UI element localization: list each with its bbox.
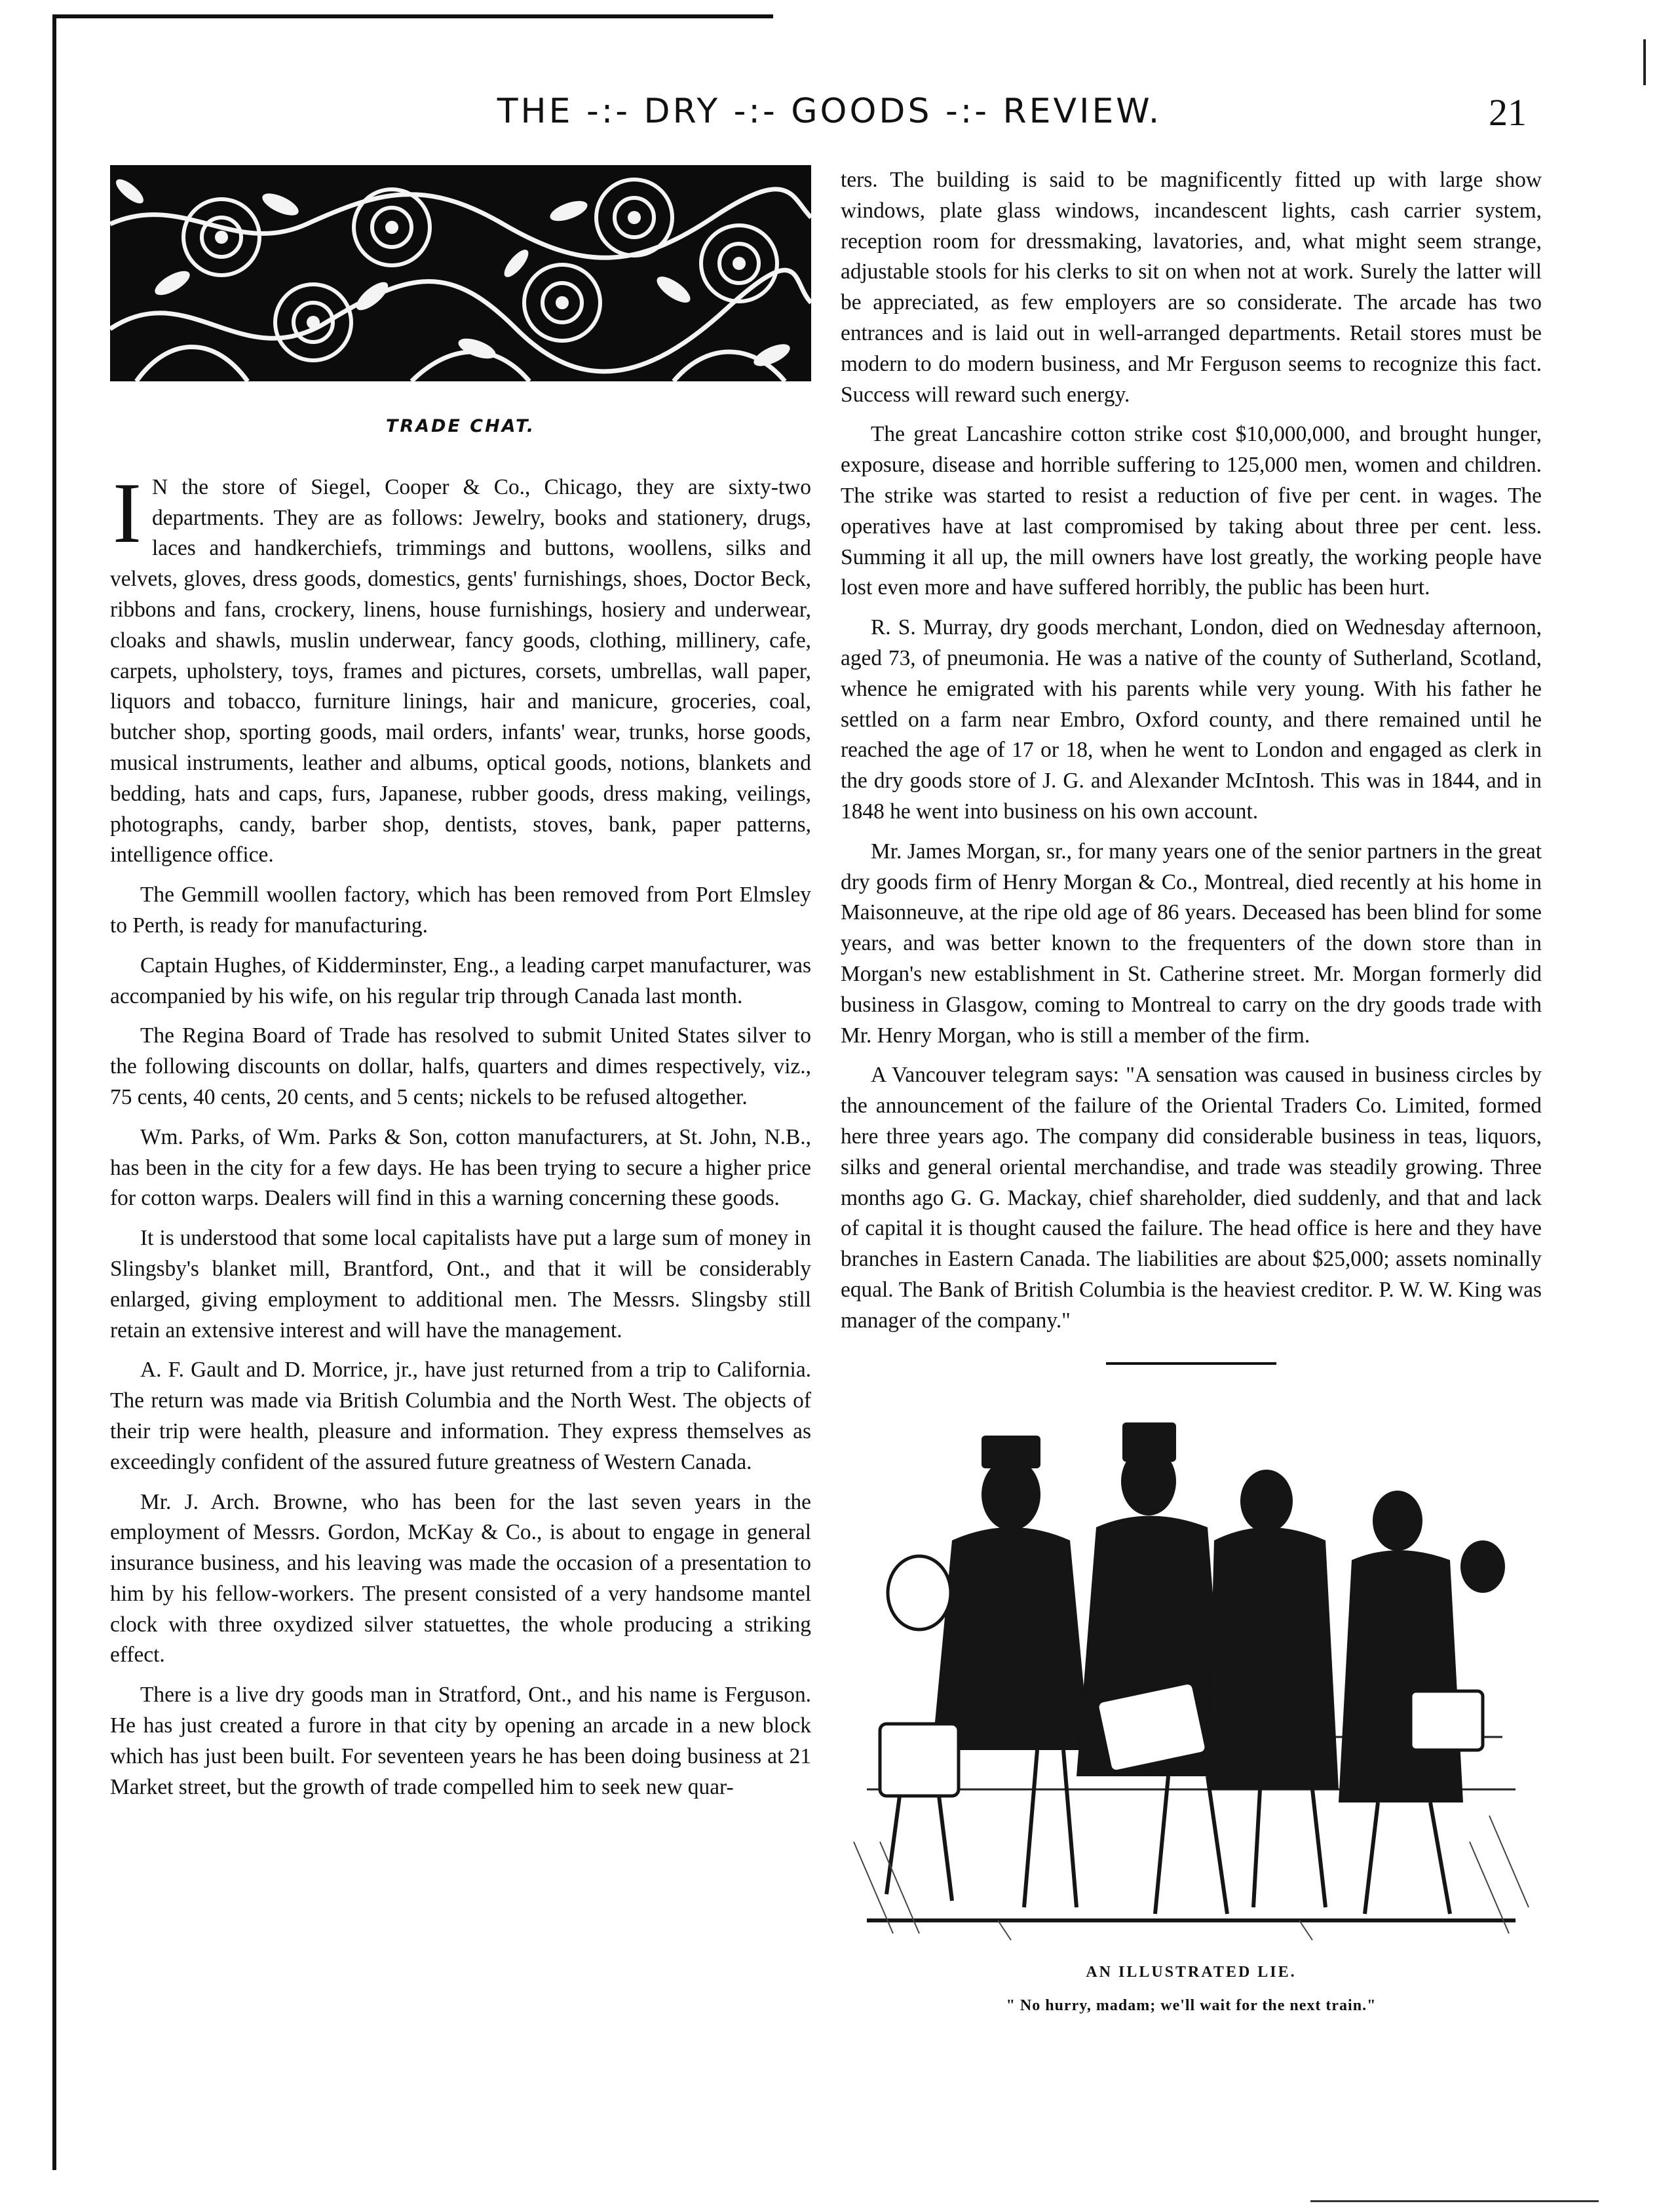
article-paragraph: ters. The building is said to be magnificently fitted up with large show windows, plate glass windows, incandescent lights, cash carrier system, reception room for dressmaking, lavatories, and, what might seem strange, adjustable stools for his clerks to sit on when not at work. Surely the latter will be appreciated, as few employers are so considerate. The arcade has two entrances and is laid out in well-arranged departments. Retail stores must be modern to do modern business, and Mr Ferguson seems to recognize this fact. Success will reward such energy. <box>841 168 1542 407</box>
article-paragraph: The great Lancashire cotton strike cost $10,000,000, and brought hunger, exposure, disease and horrible suffering to 125,000 men, women and children. The strike was started to resist a reduction of five per cent. in wages. The operatives have at last compromised by taking about three per cent. less. Summing it all up, the mill owners have lost greatly, the working people have lost even more and have suffered horribly, the public has been hurt. <box>841 422 1542 600</box>
running-head: THE -:- DRY -:- GOODS -:- REVIEW. <box>497 92 1162 131</box>
article-paragraph: Mr. James Morgan, sr., for many years one of the senior partners in the great dry goods firm of Henry Morgan & Co., Montreal, died recently at his home in Maisonneuve, at the ripe old age of 86 years. Deceased has been blind for some years, and was better known to the frequenters of the down store than in Morgan's new establishment in St. Catherine street. Mr. Morgan formerly did business in Glasgow, coming to Montreal to carry on the dry goods trade with Mr. Henry Morgan, who is still a member of the firm. <box>841 839 1542 1048</box>
article-paragraph: It is understood that some local capitalists have put a large sum of money in Slingsby's blanket mill, Brantford, Ont., and that it will be considerably enlarged, giving employment to additional men. The Messrs. Slingsby still retain an extensive interest and will have the management. <box>110 1226 811 1343</box>
page-border-top <box>52 14 773 18</box>
page-border-bottom <box>1310 2200 1599 2202</box>
illustration-caption-title: AN ILLUSTRATED LIE. <box>1086 1964 1297 1981</box>
right-column <box>841 165 1542 2021</box>
drop-cap: I <box>113 464 142 561</box>
article-paragraph <box>110 464 811 871</box>
article-paragraph: Wm. Parks, of Wm. Parks & Son, cotton manufacturers, at St. John, N.B., has been in the city for a few days. He has been trying to secure a higher price for cotton warps. Dealers will find in this a warning concerning these goods. <box>110 1124 811 1211</box>
scan-mark <box>1643 39 1646 85</box>
article-paragraph: The Gemmill woollen factory, which has been removed from Port Elmsley to Perth, is ready for manufacturing. <box>110 883 811 938</box>
left-column <box>110 165 811 1812</box>
article-paragraph: There is a live dry goods man in Stratford, Ont., and his name is Ferguson. He has just created a furore in that city by opening an arcade in a new block which has just been built. For seventeen years he has been doing business at 21 Market street, but the growth of trade compelled him to seek new quar- <box>110 1683 811 1799</box>
illustration-caption-quote: " No hurry, madam; we'll wait for the next train." <box>1006 1997 1377 2015</box>
page-border-left <box>52 14 56 2170</box>
cartoon-illustration <box>841 1383 1542 1947</box>
decorative-floral-banner <box>110 165 811 381</box>
section-divider <box>1106 1362 1276 1365</box>
article-paragraph: Mr. J. Arch. Browne, who has been for the last seven years in the employment of Messrs. Gordon, McKay & Co., is about to engage in general insurance business, and his leaving was made the occasion of a presentation to him by his fellow-workers. The present consisted of a very handsome mantel clock with three oxydized silver statuettes, the whole producing a striking effect. <box>110 1489 811 1668</box>
article-paragraph: Captain Hughes, of Kidderminster, Eng., a leading carpet manufacturer, was accompanied by his wife, on his regular trip through Canada last month. <box>110 953 811 1008</box>
page-number: 21 <box>1489 91 1527 134</box>
article-paragraph: R. S. Murray, dry goods merchant, London, died on Wednesday afternoon, aged 73, of pneumonia. He was a native of the county of Sutherland, Scotland, whence he emigrated with his parents while very young. With his father he settled on a farm near Embro, Oxford county, and there remained until he reached the age of 17 or 18, when he went to London and engaged as clerk in the dry goods store of J. G. and Alexander McIntosh. This was in 1844, and in 1848 he went into business on his own account. <box>841 615 1542 824</box>
paragraph-text: N the store of Siegel, Cooper & Co., Chicago, they are sixty-two departments. They are as follows: Jewelry, books and stationery, drugs, laces and handkerchiefs, trimmings and buttons, woollens, silks and velvets, gloves, dress goods, domestics, gents' furnishings, shoes, Doctor Beck, ribbons and fans, crockery, linens, house furnishings, hosiery and underwear, cloaks and shawls, muslin underwear, fancy goods, clothing, millinery, cafe, carpets, upholstery, toys, frames and pictures, corsets, umbrellas, wall paper, liquors and tobacco, furniture linings, hair and manicure, groceries, coal, butcher shop, sporting goods, mail orders, infants' wear, trunks, horse goods, musical instruments, leather and albums, optical goods, notions, blankets and bedding, hats and caps, furs, Japanese, rubber goods, dress making, veilings, photographs, candy, barber shop, dentists, stoves, bank, paper patterns, intelligence office. <box>110 474 811 868</box>
section-title: TRADE CHAT. <box>385 416 536 436</box>
article-paragraph: The Regina Board of Trade has resolved to submit United States silver to the following discounts on dollar, halfs, quarters and dimes respectively, viz., 75 cents, 40 cents, 20 cents, and 5 cents; nickels to be refused altogether. <box>110 1023 811 1109</box>
article-paragraph: A. F. Gault and D. Morrice, jr., have just returned from a trip to California. The return was made via British Columbia and the North West. The objects of their trip were health, pleasure and information. They express themselves as exceedingly confident of the assured future greatness of Western Canada. <box>110 1358 811 1474</box>
article-paragraph: A Vancouver telegram says: "A sensation was caused in business circles by the announcement of the failure of the Oriental Traders Co. Limited, formed here three years ago. The company did considerable business in teas, liquors, silks and general oriental merchandise, and trade was steadily growing. Three months ago G. G. Mackay, chief shareholder, died suddenly, and that and lack of capital it is thought caused the failure. The head office is here and they have branches in Eastern Canada. The liabilities are about $25,000; assets nominally equal. The Bank of British Columbia is the heaviest creditor. P. W. W. King was manager of the company." <box>841 1063 1542 1333</box>
